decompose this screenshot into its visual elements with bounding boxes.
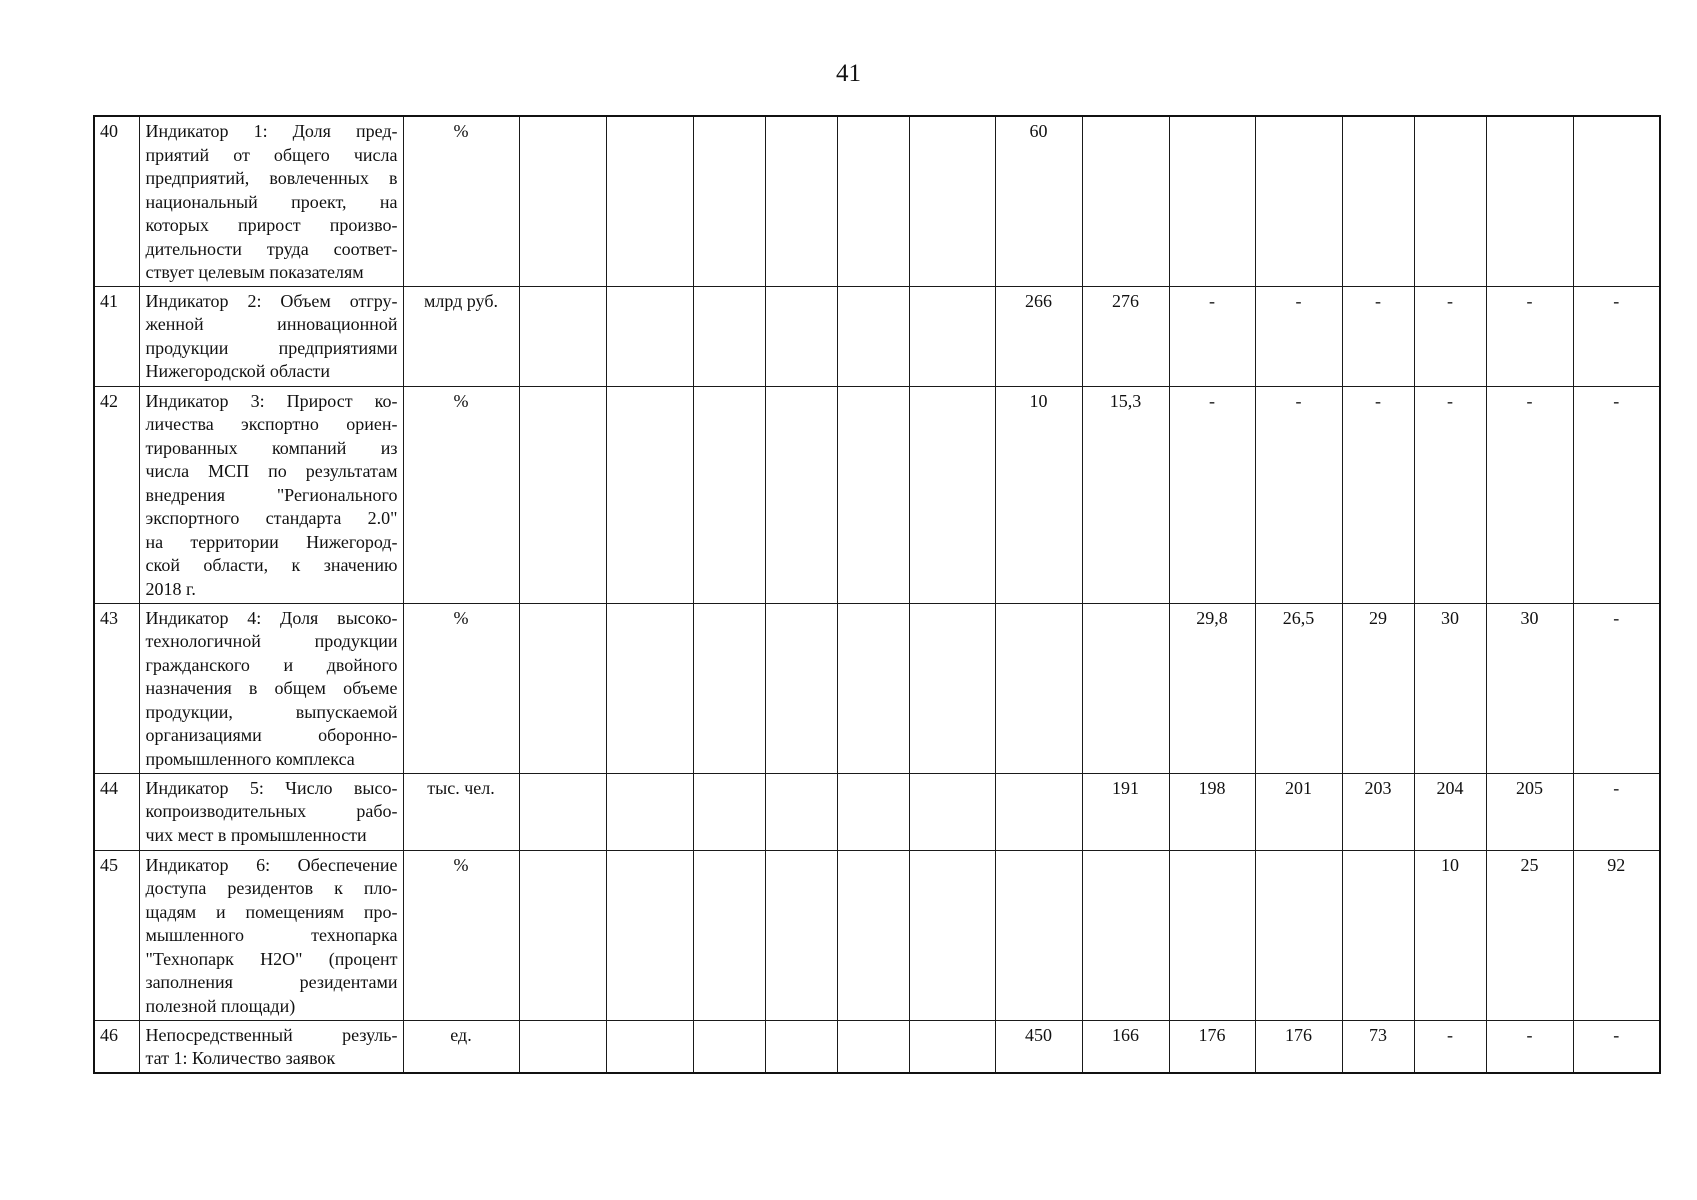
value-cell [1255,850,1342,1020]
value-cell: 176 [1255,1020,1342,1073]
value-cell [995,603,1082,773]
value-cell [995,850,1082,1020]
value-cell: 176 [1169,1020,1255,1073]
description-line: мышленного технопарка [145,925,398,945]
value-cell: - [1414,1020,1486,1073]
indicator-description [139,1020,403,1073]
value-cell [606,850,693,1020]
value-cell [519,773,606,850]
value-cell [606,386,693,603]
value-cell [519,286,606,386]
table-row [94,603,1660,773]
value-cell [1255,116,1342,286]
value-cell [837,1020,909,1073]
row-number: 41 [94,286,139,386]
value-cell: 60 [995,116,1082,286]
value-cell [765,850,837,1020]
value-cell: 166 [1082,1020,1169,1073]
value-cell [765,286,837,386]
value-cell: - [1573,1020,1660,1073]
indicator-table [93,115,1661,1074]
description-line: Индикатор 1: Доля пред- [145,121,398,141]
value-cell: - [1255,286,1342,386]
value-cell [1342,116,1414,286]
description-line: полезной площади) [145,995,296,1016]
value-cell [1342,850,1414,1020]
value-cell: - [1486,1020,1573,1073]
description-line: технологичной продукции [145,631,398,651]
value-cell [909,116,995,286]
value-cell [519,386,606,603]
value-cell [765,116,837,286]
description-line: Индикатор 2: Объем отгру- [145,290,398,311]
table-row [94,386,1660,603]
table-row [94,850,1660,1020]
table-row [94,116,1660,286]
description-line: Индикатор 3: Прирост ко- [145,390,398,411]
value-cell: - [1573,286,1660,386]
value-cell [837,773,909,850]
value-cell: 204 [1414,773,1486,850]
description-line: Индикатор 4: Доля высоко- [145,607,398,628]
description-line: которых прирост произво- [145,215,398,235]
value-cell [519,850,606,1020]
value-cell [606,1020,693,1073]
value-cell [693,773,765,850]
unit-cell: % [403,850,519,1020]
description-line: экспортного стандарта 2.0" [145,508,398,528]
value-cell: - [1342,386,1414,603]
row-number: 44 [94,773,139,850]
description-line: продукции, выпускаемой [145,701,398,722]
description-line: продукции предприятиями [145,337,398,358]
value-cell: 266 [995,286,1082,386]
unit-cell: млрд руб. [403,286,519,386]
description-line: Непосредственный резуль- [145,1024,398,1045]
unit-cell: % [403,603,519,773]
value-cell: - [1414,386,1486,603]
value-cell [693,116,765,286]
value-cell: 25 [1486,850,1573,1020]
value-cell [519,116,606,286]
indicator-description [139,603,403,773]
value-cell: - [1169,386,1255,603]
value-cell: 205 [1486,773,1573,850]
indicator-description [139,773,403,850]
value-cell [837,603,909,773]
description-line: женной инновационной [145,314,398,334]
value-cell [1082,603,1169,773]
value-cell [837,116,909,286]
value-cell [693,850,765,1020]
value-cell [693,386,765,603]
value-cell: - [1486,386,1573,603]
value-cell [606,603,693,773]
table-body [94,116,1660,1073]
unit-cell: ед. [403,1020,519,1073]
indicator-description [139,850,403,1020]
unit-cell: % [403,116,519,286]
table-row [94,773,1660,850]
value-cell [765,1020,837,1073]
unit-cell: % [403,386,519,603]
indicator-description [139,386,403,603]
description-line: Нижегородской области [145,361,331,381]
value-cell [1486,116,1573,286]
indicator-description [139,286,403,386]
description-line: числа МСП по результатам [145,461,398,481]
row-number: 45 [94,850,139,1020]
description-line: заполнения резидентами [145,972,398,992]
value-cell: 30 [1414,603,1486,773]
value-cell [1169,116,1255,286]
description-line: промышленного комплекса [145,748,355,769]
value-cell: - [1169,286,1255,386]
description-line: дительности труда соответ- [145,238,398,259]
value-cell: 29 [1342,603,1414,773]
value-cell [1082,850,1169,1020]
value-cell [909,603,995,773]
description-line: ской области, к значению [145,555,398,575]
value-cell [909,773,995,850]
description-line: щадям и помещениям про- [145,901,398,922]
description-line: назначения в общем объеме [145,678,398,698]
value-cell: - [1486,286,1573,386]
value-cell: - [1342,286,1414,386]
description-line: ствует целевым показателям [145,262,364,282]
row-number: 43 [94,603,139,773]
value-cell [519,1020,606,1073]
description-line: личества экспортно ориен- [145,414,398,434]
description-line: национальный проект, на [145,191,398,212]
value-cell [765,773,837,850]
value-cell: 201 [1255,773,1342,850]
value-cell [837,850,909,1020]
value-cell [606,116,693,286]
value-cell: 10 [1414,850,1486,1020]
description-line: Индикатор 5: Число высо- [145,777,398,798]
value-cell: 10 [995,386,1082,603]
value-cell: 203 [1342,773,1414,850]
value-cell: 450 [995,1020,1082,1073]
value-cell [765,603,837,773]
value-cell: 26,5 [1255,603,1342,773]
value-cell [693,603,765,773]
row-number: 46 [94,1020,139,1073]
value-cell: 198 [1169,773,1255,850]
description-line: приятий от общего числа [145,144,398,165]
unit-cell: тыс. чел. [403,773,519,850]
description-line: доступа резидентов к пло- [145,878,398,898]
value-cell: - [1573,773,1660,850]
value-cell [1573,116,1660,286]
value-cell [909,286,995,386]
value-cell [1082,116,1169,286]
value-cell [837,386,909,603]
page-number: 41 [836,60,861,87]
value-cell [765,386,837,603]
description-line: организациями оборонно- [145,725,398,745]
description-line: 2018 г. [145,578,196,599]
value-cell [693,286,765,386]
indicator-description [139,116,403,286]
description-line: гражданского и двойного [145,654,398,675]
description-line: на территории Нижегород- [145,531,398,552]
value-cell [995,773,1082,850]
value-cell: 276 [1082,286,1169,386]
value-cell [909,1020,995,1073]
value-cell [909,386,995,603]
description-line: тированных компаний из [145,437,398,458]
description-line: чих мест в промышленности [145,824,367,845]
value-cell [519,603,606,773]
value-cell: 15,3 [1082,386,1169,603]
table-row [94,286,1660,386]
description-line: Индикатор 6: Обеспечение [145,854,398,875]
value-cell: - [1573,603,1660,773]
value-cell [837,286,909,386]
value-cell: 73 [1342,1020,1414,1073]
value-cell [606,773,693,850]
value-cell: - [1414,286,1486,386]
value-cell: - [1573,386,1660,603]
description-line: "Технопарк Н2О" (процент [145,948,398,969]
value-cell [1169,850,1255,1020]
description-line: копроизводительных рабо- [145,801,398,821]
value-cell: - [1255,386,1342,603]
table-row [94,1020,1660,1073]
value-cell: 29,8 [1169,603,1255,773]
value-cell: 92 [1573,850,1660,1020]
value-cell [606,286,693,386]
description-line: тат 1: Количество заявок [145,1048,336,1068]
value-cell [693,1020,765,1073]
row-number: 40 [94,116,139,286]
value-cell [1414,116,1486,286]
description-line: предприятий, вовлеченных в [145,168,398,188]
value-cell [909,850,995,1020]
description-line: внедрения "Регионального [145,484,398,505]
value-cell: 191 [1082,773,1169,850]
row-number: 42 [94,386,139,603]
value-cell: 30 [1486,603,1573,773]
